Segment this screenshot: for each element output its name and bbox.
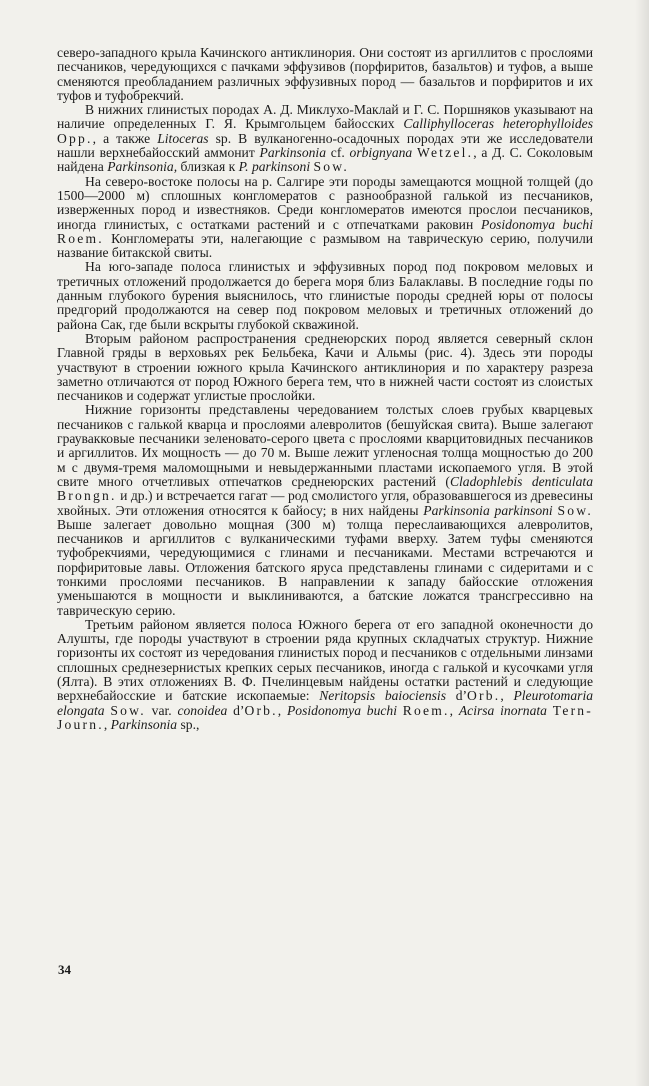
text-run: близкая к (177, 159, 239, 175)
text-run: Конгломераты эти, налегающие с размывом на таврическую серию, получили название битакской свиты. (57, 230, 593, 261)
taxon-name: Pleurotomaria elongata (57, 688, 594, 718)
author-citation: Orb. (467, 688, 501, 704)
text-run: , (103, 716, 111, 732)
page-edge-shadow (635, 0, 649, 1086)
taxon-name: Cladophlebis denticulata (449, 473, 593, 489)
taxon-name: Parkinsonia, (107, 159, 178, 175)
taxon-name: orbignyana (349, 145, 413, 161)
text-run: cf. (326, 145, 350, 161)
paragraph-p7 (57, 618, 593, 732)
taxon-name: Posidonomya buchi (286, 702, 397, 718)
taxon-name: Calliphylloceras heterophylloides (403, 116, 593, 132)
text-run: sp. В вулканогенно-осадочных породах эти же исследователи нашли верхнебайосский аммонит (57, 130, 593, 161)
text-run: и др.) и встречается гагат — род смолистого угля, образовавшегося из древесины хвойных. Эти отложения относятся к байосу; в них найдены (57, 488, 593, 518)
author-citation: Orb. (244, 702, 278, 718)
author-citation: Opp. (57, 130, 93, 146)
taxon-name: Parkinsonia (110, 716, 178, 732)
taxon-name: conoidea (177, 702, 228, 718)
text-run: , (500, 688, 514, 704)
taxon-name: Parkinsonia (259, 145, 327, 161)
text-run: var. (145, 702, 178, 718)
text-run: Нижние горизонты представлены чередованием толстых слоев грубых кварцевых песчаников с галькой кварца и прослоями алевролитов (бешуйская свита). Выше залегают граувакковые песчаники зеленовато-серого цвета с прослоями кварцитовидных песчаников и аргиллитов. Их мощность — до 70 м. Выше лежит угленосная толща мощностью до 200 м с двумя-тремя маломощными и невыдержанными пластами ископаемого угля. В этой свите много отчетливых отпечатков среднеюрских растений ( (57, 402, 593, 489)
text-run: d’ (446, 688, 468, 704)
taxon-name: Acirsa inornata (458, 702, 547, 718)
text-run: sp., (177, 716, 200, 732)
paragraph-p5 (57, 332, 593, 403)
text-run: На юго-западе полоса глинистых и эффузивных пород под покровом меловых и третичных отложений продолжается до берега моря близ Балаклавы. В последние годы по данным глубокого бурения выяснилось, что глинистые породы средней юры от полосы предгорий продолжаются на север под покровом меловых и третичных отложений до района Сак, где были вскрыты глубокой скважиной. (57, 259, 593, 332)
text-run: , (277, 702, 287, 718)
taxon-name: P. parkinsoni (238, 159, 311, 175)
text-run: На северо-востоке полосы на р. Салгире эти породы замещаются мощной толщей (до 1500—2000 м) сплошных конгломератов с разнообразной галькой из песчаников, изверженных пород и известняков. Среди конгломератов имеются прослои песчаников, иногда глинистых, с остатками растений и с отпечатками раковин (57, 173, 593, 232)
text-run: , (449, 702, 459, 718)
author-citation: Roem. (57, 230, 104, 246)
taxon-name: Parkinsonia parkinsoni (423, 502, 553, 518)
author-citation: Wetzel. (417, 145, 474, 161)
paragraph-p3 (57, 175, 593, 261)
paragraph-p4 (57, 260, 593, 331)
author-citation: Sow. (110, 702, 146, 718)
author-citation: Tern-Journ. (57, 702, 594, 732)
text-run: северо-западного крыла Качинского антиклинория. Они состоят из аргиллитов с прослоями песчаников, чередующихся с пачками эффузивов (порфиритов, базальтов) и туфов, а выше сменяются преобладанием различных эффузивных пород — базальтов и порфиритов и их туфов и туфобрекчий. (57, 45, 593, 103)
paragraph-p2 (57, 103, 593, 174)
paragraph-p6 (57, 403, 593, 617)
paragraph-p1 (57, 46, 593, 103)
author-citation: Roem. (402, 702, 450, 718)
author-citation: Brongn. (57, 488, 117, 504)
text-run: Третьим районом является полоса Южного берега от его западной оконечности до Алушты, где породы участвуют в строении ряда крупных складчатых структур. Нижние горизонты их состоят из чередования глинистых пород и песчаников с отдельными линзами сплошных среднезернистых крепких серых песчаников, иногда с галькой и кусочками угля (Ялта). В этих отложениях В. Ф. Пчелинцевым найдены остатки растений и следующие верхнебайосские и батские ископаемые: (57, 616, 593, 704)
taxon-name: Posidonomya buchi (481, 216, 593, 232)
page-text-body (57, 46, 593, 732)
author-citation: Sow. (557, 502, 594, 518)
text-run: В нижних глинистых породах А. Д. Миклухо-Маклай и Г. С. Поршняков указывают на наличие определенных Г. Я. Крымгольцем байосских (57, 102, 593, 132)
text-run: , а Д. С. Соколовым найдена (57, 145, 593, 175)
text-run: , а также (92, 130, 158, 146)
text-run: Вторым районом распространения среднеюрских пород является северный склон Главной гряды в верховьях рек Бельбека, Качи и Альмы (рис. 4). Здесь эти породы участвуют в строении южного крыла Качинского антиклинория и по характеру разреза заметно отличаются от пород Южного берега тем, что в нижней части состоят из слоистых песчаников и содержат углистые прослойки. (57, 330, 593, 404)
text-run: Выше залегает довольно мощная (300 м) толща переслаивающихся алевролитов, песчаников и аргиллитов с вулканическими туфами вверху. Затем туфы сменяются туфобрекчиями, чередующимися с глинами и песчаниками. Местами встречаются и порфиритовые лавы. Отложения батского яруса представлены глинами с сидеритами и с тонкими прослоями песчаников. В направлении к западу байосские отложения уменьшаются в мощности и выклиниваются, а батские ложатся трансгрессивно на таврическую серию. (57, 516, 593, 618)
author-citation: Sow. (313, 159, 350, 175)
page-number: 34 (58, 962, 71, 977)
taxon-name: Litoceras (157, 130, 209, 146)
text-run: d’ (227, 702, 245, 718)
taxon-name: Neritopsis baiociensis (319, 688, 446, 704)
